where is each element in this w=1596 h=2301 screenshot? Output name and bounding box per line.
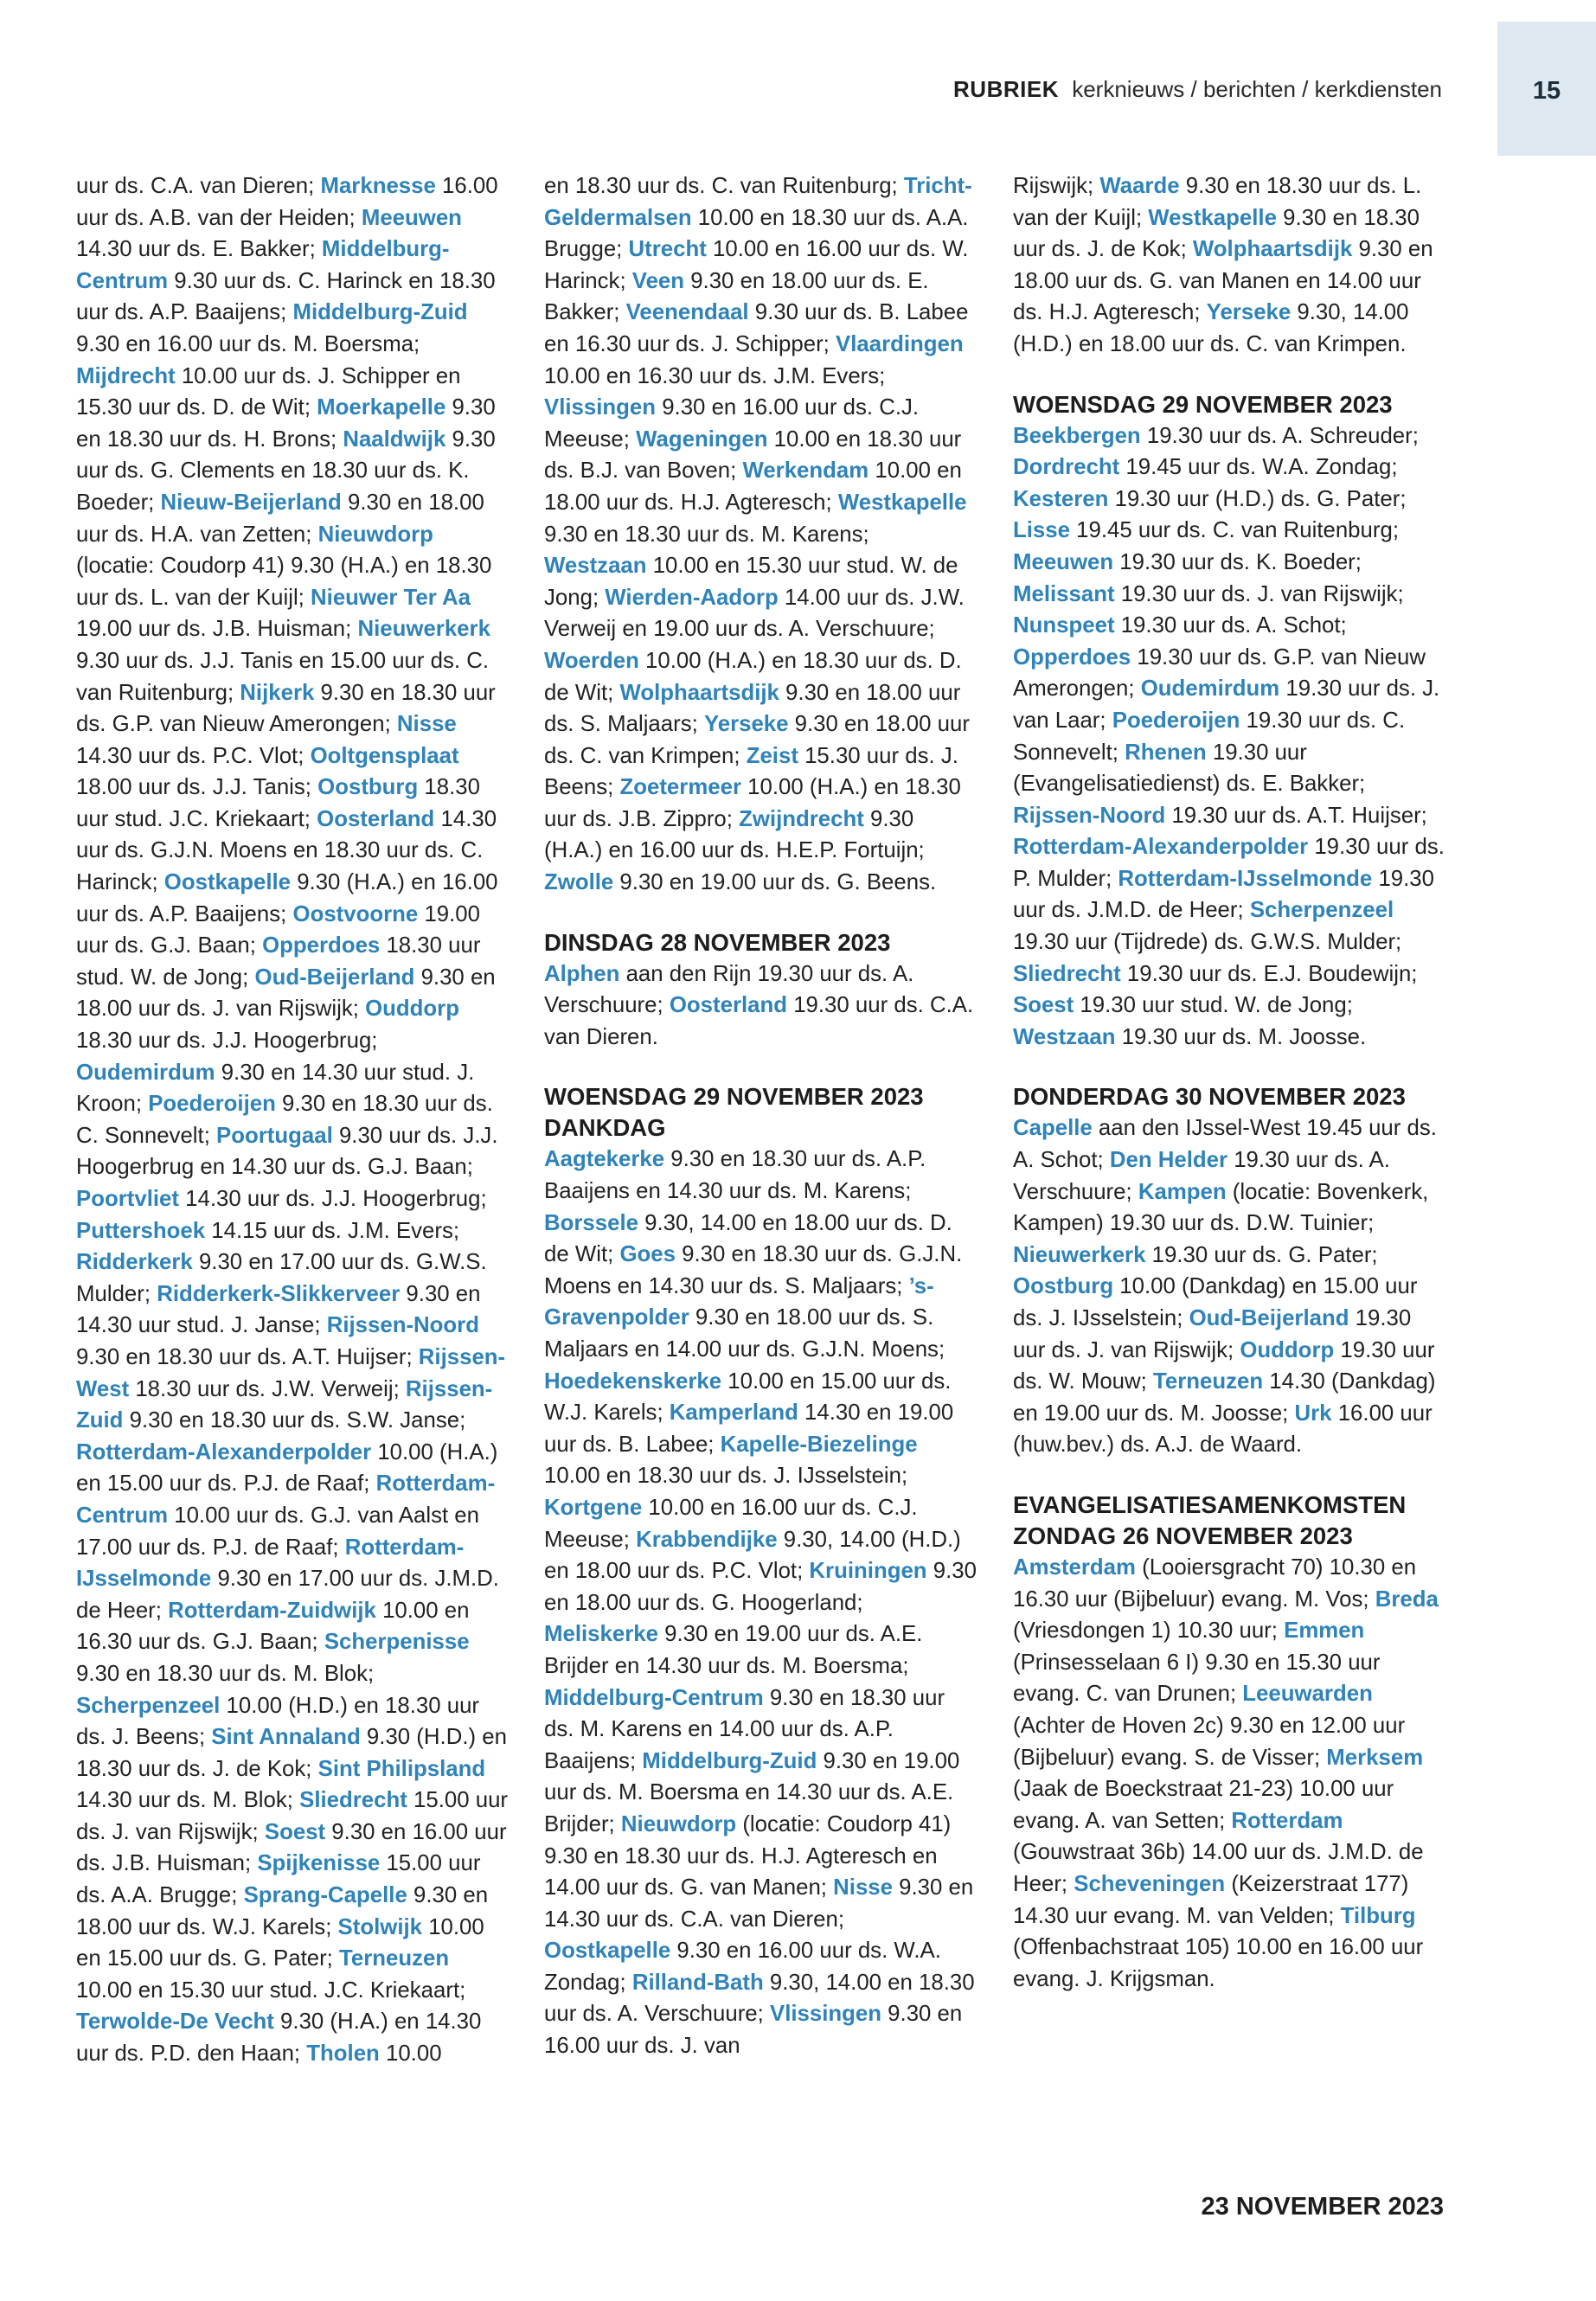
town-name: Nunspeet — [1013, 613, 1115, 638]
town-name: Spijkenisse — [257, 1851, 381, 1876]
town-name: Nieuwerkerk — [357, 617, 490, 642]
town-name: Kamperland — [669, 1400, 798, 1426]
service-details: en 18.30 uur ds. C. van Ruitenburg; — [544, 174, 904, 198]
service-details: 9.30 en 18.30 uur ds. G.J.N. Moens en 14.30 uur ds. S. Maljaars; — [544, 1242, 963, 1298]
town-name: Goes — [619, 1242, 676, 1267]
town-name: Rijssen-Noord — [326, 1313, 479, 1338]
town-name: Rotterdam-IJsselmonde — [1118, 866, 1373, 891]
service-details: 19.30 uur ds. J. van Rijswijk; — [1013, 1306, 1412, 1362]
service-details: 9.30 (H.A.) en 16.00 uur ds. A.P. Baaijens; — [76, 870, 498, 926]
town-name: Vlissingen — [544, 395, 657, 420]
town-name: Tilburg — [1340, 1903, 1416, 1928]
service-details: 10.00 en 16.30 uur ds. G.J. Baan; — [76, 1598, 470, 1655]
town-name: Nieuwdorp — [317, 522, 433, 547]
town-name: Lisse — [1013, 518, 1070, 543]
town-name: Middelburg-Centrum — [544, 1685, 764, 1710]
rubriek-subtitle: kerknieuws / berichten / kerkdiensten — [1072, 76, 1442, 102]
town-name: Middelburg-Centrum — [76, 237, 450, 293]
page-header — [953, 76, 1442, 103]
town-name: Zwijndrecht — [739, 806, 864, 831]
service-details: 9.30 en 18.00 uur ds. C. van Krimpen; — [544, 712, 970, 768]
town-name: Sliedrecht — [299, 1788, 407, 1813]
service-details: 10.00 en 16.00 uur ds. W. Harinck; — [544, 237, 969, 293]
service-details: (Prinsesselaan 6 I) 9.30 en 15.30 uur evang. C. van Drunen; — [1013, 1650, 1381, 1707]
town-name: Nieuwerkerk — [1013, 1242, 1146, 1267]
service-details: 9.30 en 14.30 uur ds. C.A. van Dieren; — [544, 1875, 974, 1932]
town-name: Rijssen-Noord — [1013, 803, 1166, 828]
service-details: 14.30 uur ds. G.J.N. Moens en 18.30 uur ds. C. Harinck; — [76, 806, 497, 895]
service-details: 9.30 en 18.00 uur ds. E. Bakker; — [544, 268, 929, 325]
town-name: Den Helder — [1109, 1148, 1228, 1173]
service-details: 9.30 en 18.30 uur ds. M. Karens en 14.00 uur ds. A.P. Baaijens; — [544, 1685, 945, 1773]
town-name: Waarde — [1099, 174, 1180, 198]
text-column-3 — [1013, 170, 1445, 1995]
service-details: 9.30 en 18.00 uur ds. G. van Manen en 14.00 uur ds. H.J. Agteresch; — [1013, 237, 1433, 325]
town-name: Sprang-Capelle — [243, 1883, 407, 1908]
section-heading-line: DANKDAG — [544, 1114, 666, 1142]
town-name: Kesteren — [1013, 486, 1109, 511]
service-listing — [76, 170, 509, 2070]
town-name: Poortvliet — [76, 1187, 179, 1211]
town-name: Ridderkerk-Slikkerveer — [157, 1281, 401, 1306]
town-name: Moerkapelle — [317, 395, 446, 420]
town-name: Rotterdam-Alexanderpolder — [76, 1439, 372, 1465]
service-details: 10.00 uur ds. G.J. van Aalst en 17.00 uur ds. P.J. de Raaf; — [76, 1503, 479, 1560]
town-name: Rotterdam — [1231, 1808, 1343, 1833]
town-name: Scherpenzeel — [76, 1693, 221, 1718]
service-details: 9.30 uur ds. B. Labee en 16.30 uur ds. J. Schipper; — [544, 300, 969, 356]
service-details: 9.30 en 16.00 uur ds. C.J. Meeuse; — [544, 395, 920, 452]
service-details: 19.30 uur ds. J.M.D. de Heer; — [1013, 866, 1435, 923]
town-name: Westzaan — [544, 554, 647, 579]
town-name: Utrecht — [628, 237, 707, 262]
town-name: Beekbergen — [1013, 423, 1141, 448]
service-details: 14.15 uur ds. J.M. Evers; — [205, 1218, 460, 1243]
service-details: 9.30, 14.00 en 18.00 uur ds. D. de Wit; — [544, 1210, 952, 1267]
town-name: Marknesse — [320, 174, 436, 198]
service-details: 14.00 uur ds. J.W. Verweij en 19.00 uur ds. A. Verschuure; — [544, 585, 965, 642]
town-name: Naaldwijk — [343, 426, 446, 452]
service-details: 9.30 en 18.30 uur ds. L. van der Kuijl; — [1013, 174, 1422, 230]
town-name: Nieuwdorp — [620, 1811, 737, 1836]
service-details: 19.30 uur stud. W. de Jong; — [1074, 993, 1353, 1018]
town-name: Oostburg — [317, 775, 419, 800]
section-heading-line: EVANGELISATIESAMENKOMSTEN — [1013, 1490, 1407, 1518]
service-details: aan den IJssel-West 19.45 uur ds. A. Schot; — [1013, 1116, 1437, 1173]
service-details: 19.30 uur ds. W. Mouw; — [1013, 1337, 1435, 1394]
service-details: 19.30 uur ds. E.J. Boudewijn; — [1120, 961, 1418, 986]
service-details: 14.30 uur ds. E. Bakker; — [76, 237, 322, 262]
town-name: Oosterland — [317, 806, 435, 831]
town-name: Zoetermeer — [619, 775, 741, 800]
service-details: Rijswijk; — [1013, 174, 1100, 198]
service-details: 9.30 (H.A.) en 16.00 uur ds. H.E.P. Fortuijn; — [544, 806, 925, 863]
issue-date: 23 NOVEMBER 2023 — [1201, 2193, 1444, 2221]
service-details: 9.30 en 16.00 uur ds. J.B. Huisman; — [76, 1819, 507, 1876]
service-details: 10.00 uur ds. J. Schipper en 15.30 uur ds. D. de Wit; — [76, 363, 461, 420]
town-name: Puttershoek — [76, 1218, 206, 1243]
service-details: 9.30 en 18.30 uur ds. C. Sonnevelt; — [76, 1092, 493, 1148]
town-name: Ooltgensplaat — [310, 743, 459, 768]
service-details: 10.00 en 15.30 uur stud. W. de Jong; — [544, 554, 958, 610]
service-details: 19.30 uur ds. A. Schreuder; — [1140, 423, 1419, 448]
service-details: 19.45 uur ds. C. van Ruitenburg; — [1069, 518, 1399, 543]
service-details: 18.30 uur ds. J.W. Verweij; — [129, 1376, 406, 1401]
service-details: 9.30 (H.A.) en 14.30 uur ds. P.D. den Haan; — [76, 2009, 482, 2067]
town-name: Werkendam — [742, 458, 869, 484]
service-details: 19.30 uur (H.D.) ds. G. Pater; — [1108, 486, 1407, 511]
town-name: Yerseke — [703, 712, 789, 737]
town-name: Ridderkerk — [76, 1250, 193, 1275]
service-details: 19.30 uur ds. J. van Laar; — [1013, 676, 1440, 733]
town-name: Poortugaal — [216, 1123, 333, 1148]
section-heading-line: DONDERDAG 30 NOVEMBER 2023 — [1013, 1083, 1406, 1111]
town-name: Hoedekenskerke — [544, 1368, 722, 1394]
town-name: Scherpenzeel — [1249, 898, 1394, 923]
service-listing — [544, 170, 977, 899]
service-details: 9.30 en 16.00 uur ds. J. van — [544, 2002, 963, 2059]
service-details: 10.00 — [379, 2041, 442, 2067]
section-heading-line: ZONDAG 26 NOVEMBER 2023 — [1013, 1522, 1353, 1549]
service-details: 19.00 uur ds. G.J. Baan; — [76, 901, 481, 958]
town-name: Poederoijen — [148, 1092, 276, 1117]
town-name: Zwolle — [544, 870, 614, 895]
service-details: 9.30 en 18.00 uur ds. S. Maljaars; — [544, 680, 961, 737]
town-name: Melissant — [1013, 581, 1115, 606]
town-name: Sliedrecht — [1013, 961, 1121, 986]
service-details: 9.30 en 14.30 uur stud. J. Kroon; — [76, 1060, 475, 1117]
section-heading-line: WOENSDAG 29 NOVEMBER 2023 — [1013, 390, 1393, 418]
town-name: Oud-Beijerland — [1189, 1306, 1349, 1330]
service-details: 10.00 (Dankdag) en 15.00 uur ds. J. IJsselstein; — [1013, 1274, 1418, 1330]
town-name: Sint Annaland — [211, 1725, 361, 1750]
town-name: Soest — [1013, 993, 1074, 1018]
service-details: 18.00 uur ds. J.J. Tanis; — [76, 775, 318, 800]
town-name: Oostburg — [1013, 1274, 1114, 1299]
service-listing — [1013, 1112, 1445, 1461]
service-details: (Jaak de Boeckstraat 21-23) 10.00 uur evang. A. van Setten; — [1013, 1777, 1394, 1833]
service-listing — [544, 958, 977, 1054]
service-details: 9.30 en 18.30 uur ds. M. Karens; — [544, 522, 869, 547]
service-details: 10.00 (H.A.) en 15.00 uur ds. P.J. de Raaf; — [76, 1439, 498, 1497]
service-details: 19.30 uur ds. C. Sonnevelt; — [1013, 708, 1406, 765]
service-details: 9.30 en 16.00 uur ds. W.A. Zondag; — [544, 1939, 941, 1995]
service-details: 9.30 en 18.30 uur ds. A.T. Huijser; — [76, 1344, 419, 1369]
town-name: Zeist — [746, 743, 798, 768]
service-details: 16.00 uur (huw.bev.) ds. A.J. de Waard. — [1013, 1400, 1433, 1458]
town-name: Scheveningen — [1074, 1871, 1226, 1896]
town-name: Tholen — [306, 2041, 380, 2067]
service-details: 19.30 uur ds. K. Boeder; — [1113, 549, 1362, 574]
town-name: Westkapelle — [1148, 205, 1277, 230]
page-number-tab — [1497, 22, 1596, 156]
town-name: Oudemirdum — [1140, 676, 1280, 702]
section-heading — [1013, 389, 1445, 420]
service-details: 9.30 en 17.00 uur ds. G.W.S. Mulder; — [76, 1250, 487, 1306]
service-details: 9.30 en 19.00 uur ds. A.E. Brijder en 14.30 uur ds. M. Boersma; — [544, 1622, 923, 1678]
town-name: Terneuzen — [339, 1946, 450, 1971]
service-details: 19.30 uur ds. G.P. van Nieuw Amerongen; — [1013, 644, 1426, 702]
section-heading — [1013, 1490, 1445, 1552]
town-name: Oosterland — [669, 993, 788, 1018]
service-details: 14.30 (Dankdag) en 19.00 uur ds. M. Joosse; — [1013, 1369, 1436, 1426]
section-heading — [544, 927, 977, 958]
town-name: Ouddorp — [1240, 1337, 1335, 1362]
town-name: Kampen — [1138, 1179, 1227, 1204]
service-details: 14.30 uur ds. P.C. Vlot; — [76, 743, 311, 768]
service-details: (Gouwstraat 36b) 14.00 uur ds. J.M.D. de Heer; — [1013, 1840, 1424, 1896]
town-name: Oudemirdum — [76, 1060, 215, 1085]
town-name: Nisse — [396, 712, 457, 737]
service-details: 14.30 uur ds. M. Blok; — [76, 1788, 300, 1813]
service-details: 19.30 uur ds. A.T. Huijser; — [1165, 803, 1427, 828]
town-name: Wolphaartsdijk — [1192, 237, 1353, 262]
service-details: (locatie: Coudorp 41) 9.30 en 18.30 uur ds. H.J. Agteresch en 14.00 uur ds. G. van Manen; — [544, 1811, 952, 1900]
town-name: Dordrecht — [1013, 455, 1120, 480]
rubriek-label: RUBRIEK — [953, 76, 1059, 102]
service-details: (Offenbachstraat 105) 10.00 en 16.00 uur evang. J. Krijgsman. — [1013, 1935, 1424, 1991]
service-details: (locatie: Coudorp 41) 9.30 (H.A.) en 18.30 uur ds. L. van der Kuijl; — [76, 554, 492, 610]
town-name: Nieuwer Ter Aa — [311, 585, 471, 610]
town-name: Rhenen — [1125, 740, 1207, 765]
town-name: ’s-Gravenpolder — [544, 1273, 934, 1330]
town-name: Terneuzen — [1153, 1369, 1264, 1394]
town-name: Rilland-Bath — [631, 1970, 764, 1995]
town-name: Ouddorp — [365, 997, 459, 1022]
town-name: Oostkapelle — [544, 1939, 671, 1964]
service-details: 19.30 uur ds. M. Joosse. — [1115, 1024, 1367, 1049]
service-details: 10.00 en 16.00 uur ds. C.J. Meeuse; — [544, 1495, 918, 1552]
service-details: 19.45 uur ds. W.A. Zondag; — [1119, 455, 1398, 480]
town-name: Scherpenisse — [324, 1630, 470, 1655]
town-name: Oud-Beijerland — [254, 965, 415, 990]
service-details: 9.30 en 18.30 uur ds. J. de Kok; — [1013, 205, 1420, 262]
service-details: (Achter de Hoven 2c) 9.30 en 12.00 uur (Bijbeluur) evang. S. de Visser; — [1013, 1713, 1406, 1770]
town-name: Yerseke — [1206, 300, 1292, 325]
service-details: 10.00 en 16.30 uur ds. J.M. Evers; — [544, 363, 886, 388]
service-details: 9.30 en 18.30 uur ds. H. Brons; — [76, 395, 496, 452]
town-name: Rotterdam-Alexanderpolder — [1013, 835, 1309, 860]
town-name: Borssele — [544, 1210, 638, 1235]
section-heading-line: WOENSDAG 29 NOVEMBER 2023 — [544, 1083, 924, 1111]
service-listing — [1013, 1552, 1445, 1995]
service-details: 9.30 uur ds. C. Harinck en 18.30 uur ds. A.P. Baaijens; — [76, 268, 496, 325]
service-details: 19.30 uur ds. C.A. van Dieren. — [544, 993, 974, 1049]
town-name: Meeuwen — [1013, 549, 1114, 574]
service-details: 18.30 uur stud. W. de Jong; — [76, 933, 481, 990]
service-details: 10.00 en 18.30 uur ds. A.A. Brugge; — [544, 205, 969, 262]
section-heading — [544, 1081, 977, 1144]
town-name: Krabbendijke — [636, 1527, 778, 1552]
town-name: Rotterdam-Zuidwijk — [168, 1598, 376, 1623]
service-listing — [544, 1144, 977, 2061]
town-name: Soest — [264, 1819, 326, 1844]
town-name: Alphen — [544, 961, 620, 986]
town-name: Opperdoes — [1013, 644, 1131, 670]
service-details: 18.30 uur stud. J.C. Kriekaart; — [76, 775, 480, 831]
service-details: 10.00 (H.D.) en 18.30 uur ds. J. Beens; — [76, 1693, 480, 1750]
town-name: Nieuw-Beijerland — [160, 490, 342, 515]
service-details: 9.30 en 18.00 uur ds. J. van Rijswijk; — [76, 965, 496, 1022]
town-name: Vlissingen — [769, 2002, 882, 2027]
town-name: Mijdrecht — [76, 363, 176, 388]
town-name: Westkapelle — [837, 490, 967, 515]
town-name: Breda — [1375, 1586, 1439, 1612]
service-details: 19.30 uur (Evangelisatiedienst) ds. E. Bakker; — [1013, 740, 1366, 797]
town-name: Oostkapelle — [163, 870, 292, 895]
town-name: Nijkerk — [240, 680, 315, 705]
service-details: 9.30 en 19.00 uur ds. G. Beens. — [613, 870, 937, 895]
service-details: 9.30 (H.D.) en 18.30 uur ds. J. de Kok; — [76, 1725, 507, 1781]
town-name: Terwolde-De Vecht — [76, 2009, 274, 2035]
service-details: 19.30 uur (Tijdrede) ds. G.W.S. Mulder; — [1013, 930, 1402, 955]
service-details: 9.30 en 18.30 uur ds. S.W. Janse; — [123, 1408, 466, 1433]
service-details: 15.30 uur ds. J. Beens; — [544, 743, 958, 800]
page-number: 15 — [1532, 77, 1561, 105]
service-details: 9.30 uur ds. J.J. Hoogerbrug en 14.30 uur ds. G.J. Baan; — [76, 1123, 498, 1180]
town-name: Rotterdam-Centrum — [76, 1471, 496, 1528]
service-listing — [1013, 170, 1445, 361]
town-name: Aagtekerke — [544, 1147, 665, 1172]
town-name: Urk — [1294, 1400, 1332, 1426]
service-details: 14.30 en 19.00 uur ds. B. Labee; — [544, 1400, 954, 1457]
town-name: Wierden-Aadorp — [605, 585, 779, 610]
service-details: 19.30 uur ds. P. Mulder; — [1013, 835, 1445, 891]
service-details: 9.30 en 18.00 uur ds. G. Hoogerland; — [544, 1559, 977, 1615]
town-name: Kapelle-Biezelinge — [720, 1432, 918, 1457]
service-details: 9.30 en 18.00 uur ds. S. Maljaars en 14.00 uur ds. G.J.N. Moens; — [544, 1305, 945, 1362]
service-details: 18.30 uur ds. J.J. Hoogerbrug; — [76, 1029, 378, 1054]
town-name: Rijssen-Zuid — [76, 1376, 493, 1433]
town-name: Veenendaal — [625, 300, 749, 325]
service-details: 10.00 en 18.00 uur ds. H.J. Agteresch; — [544, 458, 962, 515]
town-name: Oostvoorne — [292, 901, 419, 926]
town-name: Stolwijk — [337, 1914, 423, 1939]
service-details: 15.00 uur ds. J. van Rijswijk; — [76, 1788, 509, 1844]
service-details: 9.30 en 18.30 uur ds. M. Blok; — [76, 1661, 375, 1686]
town-name: Tricht-Geldermalsen — [544, 174, 972, 230]
service-details: 9.30 uur ds. G. Clements en 18.30 uur ds. K. Boeder; — [76, 426, 496, 515]
service-details: 19.30 uur ds. A. Schot; — [1114, 613, 1347, 638]
town-name: Middelburg-Zuid — [292, 300, 468, 325]
service-details: 16.00 uur ds. A.B. van der Heiden; — [76, 174, 498, 230]
service-details: 9.30 en 17.00 uur ds. J.M.D. de Heer; — [76, 1567, 499, 1623]
town-name: Nisse — [833, 1875, 893, 1900]
service-details: 19.00 uur ds. J.B. Huisman; — [76, 617, 358, 642]
town-name: Meeuwen — [361, 205, 462, 230]
service-details: 10.00 en 18.30 uur ds. J. IJsselstein; — [544, 1464, 908, 1489]
service-details: 9.30 en 18.00 uur ds. H.A. van Zetten; — [76, 490, 484, 547]
town-name: Amsterdam — [1013, 1554, 1136, 1580]
service-details: (Looiersgracht 70) 10.30 en 16.30 uur (Bijbeluur) evang. M. Vos; — [1013, 1554, 1417, 1612]
service-details: 15.00 uur ds. A.A. Brugge; — [76, 1851, 481, 1908]
town-name: Leeuwarden — [1242, 1682, 1373, 1707]
town-name: Middelburg-Zuid — [642, 1748, 817, 1773]
town-name: Wageningen — [636, 426, 768, 452]
town-name: Vlaardingen — [836, 331, 964, 356]
service-listing — [1013, 420, 1445, 1054]
service-details: 9.30 en 19.00 uur ds. M. Boersma en 14.30 uur ds. A.E. Brijder; — [544, 1748, 960, 1836]
service-details: 9.30 en 18.30 uur ds. G.P. van Nieuw Amerongen; — [76, 680, 496, 737]
service-details: 19.30 uur ds. A. Verschuure; — [1013, 1148, 1390, 1204]
service-details: 9.30 en 14.30 uur stud. J. Janse; — [76, 1281, 481, 1338]
section-heading — [1013, 1081, 1445, 1112]
service-details: 9.30 en 16.00 uur ds. M. Boersma; — [76, 331, 420, 356]
service-details: 10.00 en 15.00 uur ds. G. Pater; — [76, 1914, 484, 1971]
service-details: 10.00 en 18.30 uur ds. B.J. van Boven; — [544, 426, 962, 484]
service-details: 10.00 (H.A.) en 18.30 uur ds. J.B. Zippro; — [544, 775, 961, 831]
town-name: Capelle — [1013, 1116, 1093, 1141]
town-name: Westzaan — [1013, 1024, 1116, 1049]
town-name: Sint Philipsland — [317, 1756, 486, 1781]
service-details: 9.30, 14.00 en 18.30 uur ds. A. Verschuure; — [544, 1970, 975, 2027]
section-heading-line: DINSDAG 28 NOVEMBER 2023 — [544, 928, 891, 956]
service-details: uur ds. C.A. van Dieren; — [76, 174, 321, 198]
town-name: Opperdoes — [262, 933, 381, 958]
town-name: Kruiningen — [809, 1559, 927, 1584]
service-details: (Keizerstraat 177) 14.30 uur evang. M. van Velden; — [1013, 1871, 1409, 1928]
service-details: 19.30 uur ds. G. Pater; — [1145, 1242, 1378, 1267]
service-details: 9.30 en 18.00 uur ds. W.J. Karels; — [76, 1883, 489, 1939]
service-details: 9.30, 14.00 (H.D.) en 18.00 uur ds. C. van Krimpen. — [1013, 300, 1409, 356]
text-column-1 — [76, 170, 509, 2070]
service-details: 10.00 (H.A.) en 18.30 uur ds. D. de Wit; — [544, 648, 962, 705]
service-details: (locatie: Bovenkerk, Kampen) 19.30 uur ds. D.W. Tuinier; — [1013, 1179, 1429, 1236]
service-details: 10.00 en 15.30 uur stud. J.C. Kriekaart; — [76, 1977, 466, 2003]
service-details: (Vriesdongen 1) 10.30 uur; — [1013, 1618, 1285, 1644]
town-name: Rijssen-West — [76, 1344, 506, 1401]
town-name: Woerden — [544, 648, 639, 673]
text-column-2 — [544, 170, 977, 2062]
town-name: Wolphaartsdijk — [619, 680, 779, 705]
town-name: Rotterdam-IJsselmonde — [76, 1535, 465, 1592]
service-details: 9.30 en 18.30 uur ds. A.P. Baaijens en 14.30 uur ds. M. Karens; — [544, 1147, 926, 1204]
town-name: Meliskerke — [544, 1622, 658, 1647]
town-name: Merksem — [1326, 1745, 1424, 1770]
town-name: Kortgene — [544, 1495, 643, 1520]
service-details: 14.30 uur ds. J.J. Hoogerbrug; — [178, 1187, 487, 1211]
service-details: 9.30, 14.00 (H.D.) en 18.00 uur ds. P.C. Vlot; — [544, 1527, 961, 1584]
service-details: 10.00 en 15.00 uur ds. W.J. Karels; — [544, 1368, 952, 1426]
service-details: 19.30 uur ds. J. van Rijswijk; — [1114, 581, 1404, 606]
service-details: aan den Rijn 19.30 uur ds. A. Verschuure; — [544, 961, 914, 1018]
town-name: Emmen — [1284, 1618, 1365, 1644]
service-details: 9.30 uur ds. J.J. Tanis en 15.00 uur ds. C. van Ruitenburg; — [76, 648, 490, 705]
town-name: Poederoijen — [1112, 708, 1240, 733]
town-name: Veen — [631, 268, 685, 293]
